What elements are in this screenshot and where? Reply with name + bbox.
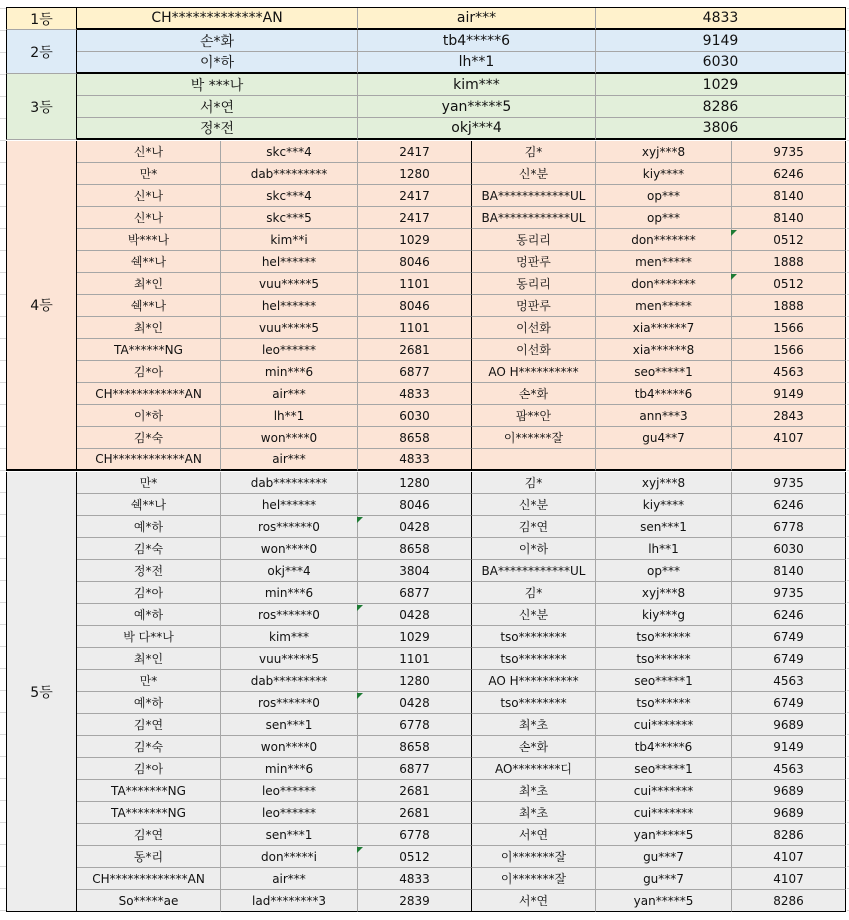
sheet-gridline: [0, 8, 6, 9]
top-code-cell[interactable]: 8286: [596, 96, 846, 118]
tier5-code-right-cell[interactable]: 6246: [732, 604, 846, 626]
tier5-id-right-cell[interactable]: op***: [596, 560, 732, 582]
tier5-name-right-cell[interactable]: 신*분: [472, 604, 596, 626]
tier5-id-left-cell[interactable]: won****0: [221, 736, 358, 758]
tier5-id-left-cell[interactable]: don*****i: [221, 846, 358, 868]
sheet-gridline: [0, 646, 6, 647]
tier5-id-right-cell[interactable]: sen***1: [596, 516, 732, 538]
tier5-name-left-cell[interactable]: 김*숙: [77, 736, 221, 758]
comment-marker-icon: [357, 693, 363, 699]
tier4-code-left-cell[interactable]: 2417: [358, 141, 472, 163]
tier4-name-left-cell[interactable]: 신*나: [77, 207, 221, 229]
tier5-id-right-cell[interactable]: yan*****5: [596, 890, 732, 912]
sheet-gridline: [0, 888, 6, 889]
tier4-id-left-cell[interactable]: hel******: [221, 251, 358, 273]
top-name-cell[interactable]: 이*하: [77, 52, 358, 74]
sheet-gridline: [0, 426, 6, 427]
tier5-name-right-cell[interactable]: 이*******잘: [472, 868, 596, 890]
top-id-cell[interactable]: air***: [358, 8, 596, 30]
sheet-gridline: [0, 118, 6, 119]
tier4-name-left-cell[interactable]: TA******NG: [77, 339, 221, 361]
tier4-code-left-cell[interactable]: 8046: [358, 295, 472, 317]
tier5-id-right-cell[interactable]: yan*****5: [596, 824, 732, 846]
tier5-name-left-cell[interactable]: CH*************AN: [77, 868, 221, 890]
tier5-code-left-cell[interactable]: 6877: [358, 582, 472, 604]
sheet-gridline: [0, 96, 6, 97]
top-id-cell[interactable]: lh**1: [358, 52, 596, 74]
sheet-gridline: [0, 184, 6, 185]
tier4-id-right-cell[interactable]: men*****: [596, 251, 732, 273]
top-id-cell[interactable]: okj***4: [358, 118, 596, 140]
tier5-name-right-cell[interactable]: 서*연: [472, 824, 596, 846]
tier5-code-right-cell[interactable]: 6030: [732, 538, 846, 560]
tier4-id-right-cell[interactable]: don*******: [596, 229, 732, 251]
tier5-id-right-cell[interactable]: cui*******: [596, 714, 732, 736]
tier5-name-left-cell[interactable]: 김*아: [77, 582, 221, 604]
tier5-id-left-cell[interactable]: air***: [221, 868, 358, 890]
tier4-id-right-cell[interactable]: don*******: [596, 273, 732, 295]
tier4-name-right-cell[interactable]: 동리리: [472, 229, 596, 251]
tier4-code-right-cell[interactable]: 4563: [732, 361, 846, 383]
tier5-code-right-cell[interactable]: 6749: [732, 692, 846, 714]
tier5-code-left-cell[interactable]: 2839: [358, 890, 472, 912]
sheet-gridline: [0, 756, 6, 757]
top-code-cell[interactable]: 1029: [596, 74, 846, 96]
top-id-cell[interactable]: tb4*****6: [358, 30, 596, 52]
top-id-cell[interactable]: yan*****5: [358, 96, 596, 118]
tier4-id-left-cell[interactable]: air***: [221, 383, 358, 405]
tier4-code-left-cell[interactable]: 8046: [358, 251, 472, 273]
sheet-gridline: [0, 602, 6, 603]
tier-label-1: 1등: [6, 8, 77, 30]
tier5-code-left-cell[interactable]: 1029: [358, 626, 472, 648]
tier5-code-left-cell[interactable]: 8658: [358, 736, 472, 758]
tier5-id-right-cell[interactable]: lh**1: [596, 538, 732, 560]
tier5-code-right-cell[interactable]: 4107: [732, 846, 846, 868]
tier5-id-left-cell[interactable]: won****0: [221, 538, 358, 560]
tier5-code-right-cell[interactable]: 9149: [732, 736, 846, 758]
tier4-name-right-cell[interactable]: 손*화: [472, 383, 596, 405]
sheet-gridline: [0, 734, 6, 735]
tier5-code-left-cell[interactable]: 4833: [358, 868, 472, 890]
tier5-code-right-cell[interactable]: 6749: [732, 626, 846, 648]
tier4-id-right-cell[interactable]: men*****: [596, 295, 732, 317]
sheet-gridline: [0, 514, 6, 515]
tier4-id-right-cell[interactable]: op***: [596, 207, 732, 229]
sheet-gridline: [0, 910, 6, 911]
tier5-name-right-cell[interactable]: tso********: [472, 692, 596, 714]
tier5-id-right-cell[interactable]: tso******: [596, 648, 732, 670]
tier5-name-right-cell[interactable]: 손*화: [472, 736, 596, 758]
tier4-name-left-cell[interactable]: CH************AN: [77, 449, 221, 471]
sheet-gridline: [0, 382, 6, 383]
tier4-code-right-cell[interactable]: 0512: [732, 273, 846, 295]
tier5-name-right-cell[interactable]: 서*연: [472, 890, 596, 912]
comment-marker-icon: [357, 605, 363, 611]
tier5-code-left-cell[interactable]: 2681: [358, 780, 472, 802]
tier5-name-left-cell[interactable]: 쉑**나: [77, 494, 221, 516]
tier4-name-right-cell[interactable]: 김*: [472, 141, 596, 163]
tier5-id-left-cell[interactable]: min***6: [221, 758, 358, 780]
tier4-code-left-cell[interactable]: 1101: [358, 317, 472, 339]
tier5-code-left-cell[interactable]: 8658: [358, 538, 472, 560]
sheet-gridline: [0, 536, 6, 537]
sheet-gridline: [0, 52, 6, 53]
top-name-cell[interactable]: 서*연: [77, 96, 358, 118]
tier4-name-right-cell[interactable]: BA************UL: [472, 207, 596, 229]
tier4-name-right-cell[interactable]: 팜**안: [472, 405, 596, 427]
tier5-id-left-cell[interactable]: lad********3: [221, 890, 358, 912]
tier5-name-right-cell[interactable]: AO H**********: [472, 670, 596, 692]
tier4-id-left-cell[interactable]: skc***5: [221, 207, 358, 229]
tier5-code-left-cell[interactable]: 6778: [358, 824, 472, 846]
tier5-name-left-cell[interactable]: 예*하: [77, 516, 221, 538]
sheet-gridline: [0, 800, 6, 801]
tier4-name-left-cell[interactable]: 신*나: [77, 141, 221, 163]
comment-marker-icon: [357, 847, 363, 853]
tier4-id-right-cell[interactable]: op***: [596, 185, 732, 207]
tier5-id-right-cell[interactable]: kiy****: [596, 494, 732, 516]
tier4-code-right-cell[interactable]: 1888: [732, 295, 846, 317]
tier5-code-left-cell[interactable]: 0428: [358, 516, 472, 538]
tier5-name-right-cell[interactable]: AO********디: [472, 758, 596, 780]
tier5-code-right-cell[interactable]: 9735: [732, 582, 846, 604]
tier5-name-left-cell[interactable]: 박 다**나: [77, 626, 221, 648]
comment-marker-icon: [731, 274, 737, 280]
tier4-id-left-cell[interactable]: hel******: [221, 295, 358, 317]
top-code-cell[interactable]: 4833: [596, 8, 846, 30]
tier5-name-left-cell[interactable]: 최*인: [77, 648, 221, 670]
tier5-code-right-cell[interactable]: 9689: [732, 802, 846, 824]
tier4-id-left-cell[interactable]: kim**i: [221, 229, 358, 251]
tier5-id-right-cell[interactable]: tso******: [596, 626, 732, 648]
tier5-id-left-cell[interactable]: ros******0: [221, 516, 358, 538]
tier4-id-left-cell[interactable]: vuu*****5: [221, 317, 358, 339]
tier4-code-right-cell[interactable]: [732, 449, 846, 471]
tier4-code-right-cell[interactable]: 1566: [732, 317, 846, 339]
tier-label-3: 3등: [6, 74, 77, 140]
tier4-name-left-cell[interactable]: 쉑**나: [77, 251, 221, 273]
tier4-id-left-cell[interactable]: vuu*****5: [221, 273, 358, 295]
tier-label-2: 2등: [6, 30, 77, 74]
tier5-code-left-cell[interactable]: 1101: [358, 648, 472, 670]
sheet-gridline: [0, 74, 6, 75]
tier4-name-right-cell[interactable]: AO H**********: [472, 361, 596, 383]
sheet-gridline: [0, 668, 6, 669]
top-code-cell[interactable]: 3806: [596, 118, 846, 140]
tier5-name-right-cell[interactable]: 신*분: [472, 494, 596, 516]
tier5-code-right-cell[interactable]: 8286: [732, 824, 846, 846]
tier5-id-left-cell[interactable]: sen***1: [221, 714, 358, 736]
tier4-name-right-cell[interactable]: 멍판루: [472, 251, 596, 273]
sheet-gridline: [0, 162, 6, 163]
tier5-code-left-cell[interactable]: 0428: [358, 604, 472, 626]
tier4-code-right-cell[interactable]: 0512: [732, 229, 846, 251]
tier5-id-right-cell[interactable]: gu***7: [596, 868, 732, 890]
tier4-name-right-cell[interactable]: 이선화: [472, 339, 596, 361]
tier5-name-left-cell[interactable]: 예*하: [77, 692, 221, 714]
tier5-name-left-cell[interactable]: 만*: [77, 670, 221, 692]
tier4-id-left-cell[interactable]: skc***4: [221, 141, 358, 163]
tier4-id-right-cell[interactable]: gu4**7: [596, 427, 732, 449]
tier5-name-right-cell[interactable]: 최*초: [472, 780, 596, 802]
tier5-id-right-cell[interactable]: tb4*****6: [596, 736, 732, 758]
sheet-gridline: [0, 822, 6, 823]
tier4-name-right-cell[interactable]: BA************UL: [472, 185, 596, 207]
sheet-gridline: [0, 624, 6, 625]
tier4-code-left-cell[interactable]: 4833: [358, 449, 472, 471]
tier5-code-left-cell[interactable]: 1280: [358, 472, 472, 494]
top-code-cell[interactable]: 9149: [596, 30, 846, 52]
tier4-id-right-cell[interactable]: kiy****: [596, 163, 732, 185]
sheet-gridline: [0, 360, 6, 361]
tier5-name-left-cell[interactable]: TA*******NG: [77, 802, 221, 824]
tier5-name-left-cell[interactable]: 정*전: [77, 560, 221, 582]
tier5-name-right-cell[interactable]: 최*초: [472, 714, 596, 736]
tier5-id-left-cell[interactable]: kim***: [221, 626, 358, 648]
tier4-id-right-cell[interactable]: seo*****1: [596, 361, 732, 383]
tier5-code-right-cell[interactable]: 9735: [732, 472, 846, 494]
tier4-id-left-cell[interactable]: air***: [221, 449, 358, 471]
tier5-name-right-cell[interactable]: 이*******잘: [472, 846, 596, 868]
tier4-code-left-cell[interactable]: 1029: [358, 229, 472, 251]
tier4-name-left-cell[interactable]: 만*: [77, 163, 221, 185]
tier5-name-left-cell[interactable]: 동*리: [77, 846, 221, 868]
sheet-gridline: [0, 404, 6, 405]
tier5-code-right-cell[interactable]: 4563: [732, 670, 846, 692]
sheet-gridline: [0, 338, 6, 339]
tier5-name-left-cell[interactable]: TA*******NG: [77, 780, 221, 802]
tier4-id-right-cell[interactable]: [596, 449, 732, 471]
tier5-id-left-cell[interactable]: leo******: [221, 780, 358, 802]
tier5-id-left-cell[interactable]: okj***4: [221, 560, 358, 582]
tier4-id-left-cell[interactable]: skc***4: [221, 185, 358, 207]
tier4-name-right-cell[interactable]: 이선화: [472, 317, 596, 339]
tier4-name-right-cell[interactable]: 동리리: [472, 273, 596, 295]
tier5-id-right-cell[interactable]: xyj***8: [596, 472, 732, 494]
tier5-id-left-cell[interactable]: leo******: [221, 802, 358, 824]
sheet-gridline: [0, 206, 6, 207]
tier5-id-left-cell[interactable]: min***6: [221, 582, 358, 604]
tier5-name-right-cell[interactable]: 최*초: [472, 802, 596, 824]
sheet-gridline: [0, 294, 6, 295]
tier-label-5: 5등: [6, 472, 77, 912]
tier4-id-right-cell[interactable]: tb4*****6: [596, 383, 732, 405]
tier4-name-left-cell[interactable]: 신*나: [77, 185, 221, 207]
tier4-code-right-cell[interactable]: 9735: [732, 141, 846, 163]
sheet-gridline: [0, 690, 6, 691]
comment-marker-icon: [357, 517, 363, 523]
tier5-id-left-cell[interactable]: dab*********: [221, 472, 358, 494]
tier5-id-left-cell[interactable]: ros******0: [221, 692, 358, 714]
sheet-gridline: [0, 316, 6, 317]
tier5-name-left-cell[interactable]: 김*아: [77, 758, 221, 780]
tier4-id-left-cell[interactable]: dab*********: [221, 163, 358, 185]
tier4-name-left-cell[interactable]: CH************AN: [77, 383, 221, 405]
tier5-code-right-cell[interactable]: 6246: [732, 494, 846, 516]
tier4-code-right-cell[interactable]: 6246: [732, 163, 846, 185]
tier4-code-right-cell[interactable]: 8140: [732, 207, 846, 229]
tier4-name-left-cell[interactable]: 쉑**나: [77, 295, 221, 317]
tier4-code-right-cell[interactable]: 9149: [732, 383, 846, 405]
tier5-code-right-cell[interactable]: 4107: [732, 868, 846, 890]
tier5-name-right-cell[interactable]: tso********: [472, 648, 596, 670]
tier5-name-right-cell[interactable]: 김*: [472, 472, 596, 494]
tier5-id-right-cell[interactable]: cui*******: [596, 780, 732, 802]
tier5-name-left-cell[interactable]: 예*하: [77, 604, 221, 626]
tier5-code-left-cell[interactable]: 6778: [358, 714, 472, 736]
tier5-name-right-cell[interactable]: 이*하: [472, 538, 596, 560]
tier4-code-left-cell[interactable]: 2417: [358, 207, 472, 229]
tier4-code-left-cell[interactable]: 2417: [358, 185, 472, 207]
tier5-name-right-cell[interactable]: 김*연: [472, 516, 596, 538]
sheet-gridline: [0, 228, 6, 229]
tier4-id-right-cell[interactable]: xyj***8: [596, 141, 732, 163]
tier5-code-left-cell[interactable]: 1280: [358, 670, 472, 692]
tier5-name-right-cell[interactable]: 김*: [472, 582, 596, 604]
tier5-id-left-cell[interactable]: dab*********: [221, 670, 358, 692]
sheet-gridline: [0, 470, 6, 471]
top-code-cell[interactable]: 6030: [596, 52, 846, 74]
tier4-code-left-cell[interactable]: 4833: [358, 383, 472, 405]
tier5-name-left-cell[interactable]: 김*연: [77, 714, 221, 736]
tier4-name-right-cell[interactable]: 멍판루: [472, 295, 596, 317]
top-name-cell[interactable]: 박 ***나: [77, 74, 358, 96]
tier4-name-left-cell[interactable]: 최*인: [77, 317, 221, 339]
sheet-gridline: [0, 30, 6, 31]
tier4-code-left-cell[interactable]: 6030: [358, 405, 472, 427]
tier-label-4: 4등: [6, 141, 77, 471]
tier5-code-right-cell[interactable]: 9689: [732, 714, 846, 736]
tier5-id-left-cell[interactable]: ros******0: [221, 604, 358, 626]
tier5-code-right-cell[interactable]: 4563: [732, 758, 846, 780]
tier4-code-right-cell[interactable]: 1566: [732, 339, 846, 361]
sheet-gridline: [0, 492, 6, 493]
tier5-id-left-cell[interactable]: sen***1: [221, 824, 358, 846]
tier4-id-left-cell[interactable]: min***6: [221, 361, 358, 383]
tier5-name-left-cell[interactable]: So*****ae: [77, 890, 221, 912]
tier4-code-right-cell[interactable]: 8140: [732, 185, 846, 207]
top-id-cell[interactable]: kim***: [358, 74, 596, 96]
sheet-gridline: [0, 448, 6, 449]
tier5-id-right-cell[interactable]: xyj***8: [596, 582, 732, 604]
tier5-code-right-cell[interactable]: 6778: [732, 516, 846, 538]
tier5-code-right-cell[interactable]: 8140: [732, 560, 846, 582]
tier4-name-left-cell[interactable]: 최*인: [77, 273, 221, 295]
sheet-gridline: [0, 558, 6, 559]
tier4-name-right-cell[interactable]: 신*분: [472, 163, 596, 185]
tier5-name-right-cell[interactable]: tso********: [472, 626, 596, 648]
tier5-code-left-cell[interactable]: 0428: [358, 692, 472, 714]
tier4-code-right-cell[interactable]: 1888: [732, 251, 846, 273]
tier4-name-left-cell[interactable]: 김*아: [77, 361, 221, 383]
tier5-id-left-cell[interactable]: vuu*****5: [221, 648, 358, 670]
tier4-code-right-cell[interactable]: 4107: [732, 427, 846, 449]
tier5-code-left-cell[interactable]: 8046: [358, 494, 472, 516]
tier5-code-left-cell[interactable]: 3804: [358, 560, 472, 582]
top-name-cell[interactable]: 손*화: [77, 30, 358, 52]
tier4-code-left-cell[interactable]: 1101: [358, 273, 472, 295]
sheet-gridline: [0, 580, 6, 581]
tier5-name-left-cell[interactable]: 김*연: [77, 824, 221, 846]
top-name-cell[interactable]: CH*************AN: [77, 8, 358, 30]
tier4-name-left-cell[interactable]: 박***나: [77, 229, 221, 251]
tier4-id-right-cell[interactable]: xia******7: [596, 317, 732, 339]
tier4-code-left-cell[interactable]: 8658: [358, 427, 472, 449]
tier5-id-right-cell[interactable]: seo*****1: [596, 758, 732, 780]
comment-marker-icon: [731, 230, 737, 236]
tier4-id-left-cell[interactable]: lh**1: [221, 405, 358, 427]
tier5-code-left-cell[interactable]: 0512: [358, 846, 472, 868]
tier5-code-right-cell[interactable]: 6749: [732, 648, 846, 670]
tier5-id-right-cell[interactable]: gu***7: [596, 846, 732, 868]
tier4-id-right-cell[interactable]: xia******8: [596, 339, 732, 361]
tier5-name-right-cell[interactable]: BA************UL: [472, 560, 596, 582]
sheet-gridline: [0, 272, 6, 273]
tier5-code-left-cell[interactable]: 6877: [358, 758, 472, 780]
tier5-id-right-cell[interactable]: cui*******: [596, 802, 732, 824]
tier5-code-right-cell[interactable]: 9689: [732, 780, 846, 802]
tier5-name-left-cell[interactable]: 김*숙: [77, 538, 221, 560]
tier4-code-left-cell[interactable]: 2681: [358, 339, 472, 361]
tier4-id-right-cell[interactable]: ann***3: [596, 405, 732, 427]
tier4-name-left-cell[interactable]: 이*하: [77, 405, 221, 427]
tier5-id-right-cell[interactable]: tso******: [596, 692, 732, 714]
sheet-gridline: [0, 866, 6, 867]
sheet-gridline: [0, 778, 6, 779]
tier4-name-right-cell[interactable]: [472, 449, 596, 471]
tier5-name-left-cell[interactable]: 만*: [77, 472, 221, 494]
tier5-id-right-cell[interactable]: kiy***g: [596, 604, 732, 626]
tier5-id-right-cell[interactable]: seo*****1: [596, 670, 732, 692]
tier4-name-right-cell[interactable]: 이******잘: [472, 427, 596, 449]
top-name-cell[interactable]: 정*전: [77, 118, 358, 140]
tier5-id-left-cell[interactable]: hel******: [221, 494, 358, 516]
sheet-gridline: [0, 140, 6, 141]
sheet-gridline: [0, 712, 6, 713]
sheet-gridline: [0, 250, 6, 251]
sheet-gridline: [0, 844, 6, 845]
tier4-code-left-cell[interactable]: 1280: [358, 163, 472, 185]
tier4-code-right-cell[interactable]: 2843: [732, 405, 846, 427]
table-top-border: [6, 7, 846, 8]
tier4-code-left-cell[interactable]: 6877: [358, 361, 472, 383]
tier4-id-left-cell[interactable]: leo******: [221, 339, 358, 361]
tier5-code-right-cell[interactable]: 8286: [732, 890, 846, 912]
tier5-code-left-cell[interactable]: 2681: [358, 802, 472, 824]
tier4-id-left-cell[interactable]: won****0: [221, 427, 358, 449]
tier4-name-left-cell[interactable]: 김*숙: [77, 427, 221, 449]
